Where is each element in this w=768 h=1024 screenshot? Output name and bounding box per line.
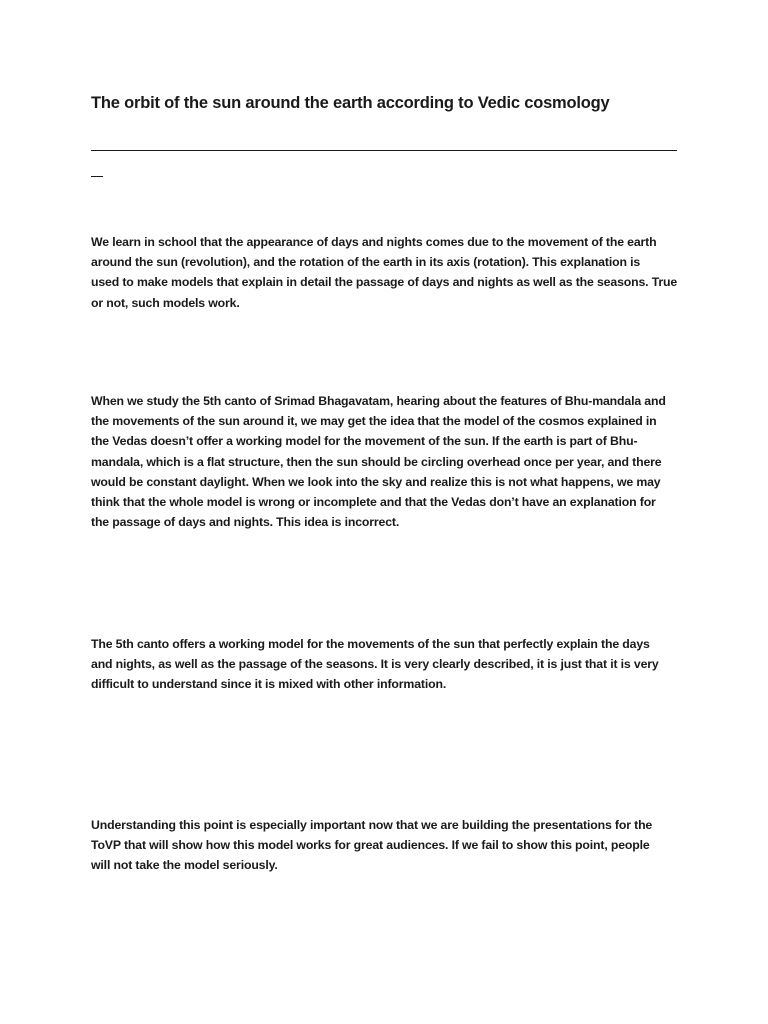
title-underline-rule-continuation <box>91 176 103 177</box>
title-underline-rule <box>91 150 677 151</box>
paragraph-1: We learn in school that the appearance of days and nights comes due to the movement of the earth around the sun (revolution), and the rotation of the earth in its axis (rotation). This explanation is used to make models that explain in detail the passage of days and nights as well as the seasons. True or not, such models work. <box>91 235 678 310</box>
paragraph-4: Understanding this point is especially important now that we are building the presentations for the ToVP that will show how this model works for great audiences. If we fail to show this point, people will not take the model seriously. <box>91 818 653 873</box>
paragraph-2: When we study the 5th canto of Srimad Bhagavatam, hearing about the features of Bhu-mandala and the movements of the sun around it, we may get the idea that the model of the cosmos explained in the Vedas doesn’t offer a working model for the movement of the sun. If the earth is part of Bhu- mandala, which is a flat structure, then the sun should be circling overhead once per year, and there would be constant daylight. When we look into the sky and realize this is not what happens, we may think that the whole model is wrong or incomplete and that the Vedas don’t have an explanation for the passage of days and nights. This idea is incorrect. <box>91 394 666 530</box>
paragraph-3: The 5th canto offers a working model for the movements of the sun that perfectly explain the days and nights, as well as the passage of the seasons. It is very clearly described, it is just that it is very difficult to understand since it is mixed with other information. <box>91 637 659 692</box>
document-title: The orbit of the sun around the earth according to Vedic cosmology <box>91 94 610 112</box>
